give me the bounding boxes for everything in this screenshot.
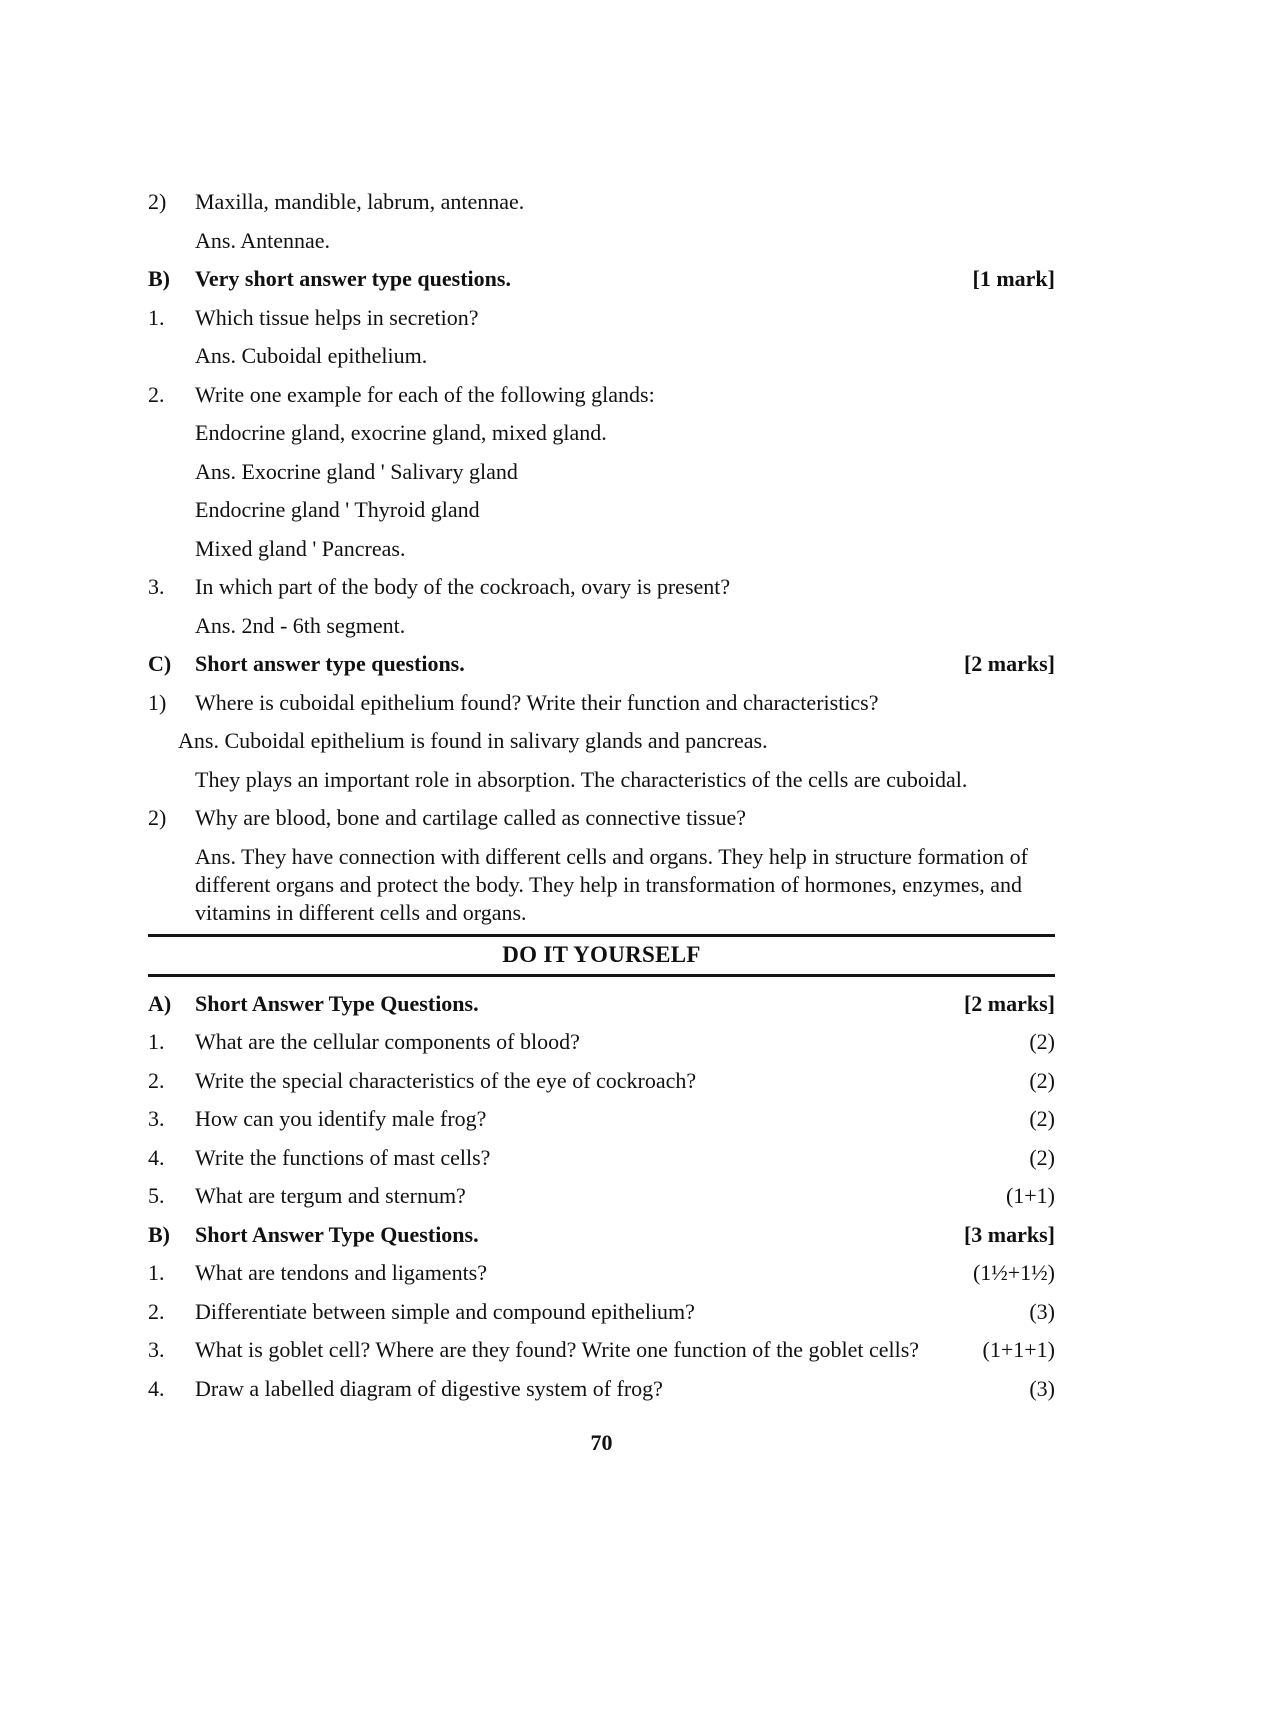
row-marks: (3) xyxy=(1029,1375,1055,1401)
do-it-yourself-section xyxy=(148,990,1055,1403)
row-marks: (1½+1½) xyxy=(972,1260,1055,1285)
row-label: 1. xyxy=(148,1260,165,1285)
row-marks: [1 mark] xyxy=(972,266,1055,291)
do-it-yourself-divider xyxy=(148,934,1055,977)
row-label: B) xyxy=(148,266,170,291)
row-text: How can you identify male frog? xyxy=(195,1106,487,1131)
text-row xyxy=(148,381,1055,409)
divider-rule-bottom xyxy=(148,974,1055,977)
section-header-row xyxy=(148,1221,1055,1249)
row-marks: [2 marks] xyxy=(963,651,1055,676)
row-marks: (3) xyxy=(1029,1298,1055,1324)
section-header-row xyxy=(148,265,1055,293)
text-row xyxy=(148,804,1055,832)
row-label: 1. xyxy=(148,1029,165,1054)
row-marks: (1+1+1) xyxy=(982,1337,1055,1362)
row-text: Ans. Antennae. xyxy=(195,227,331,253)
row-marks: (2) xyxy=(1029,1067,1055,1093)
answers-section xyxy=(148,188,1055,927)
text-row xyxy=(148,535,1055,563)
row-marks: [2 marks] xyxy=(963,990,1055,1016)
text-row xyxy=(148,1259,1055,1287)
text-row xyxy=(148,1182,1055,1210)
text-row xyxy=(148,1298,1055,1326)
row-label: B) xyxy=(148,1221,170,1247)
row-label: 1) xyxy=(148,689,167,715)
row-label: 3. xyxy=(148,1106,165,1131)
text-row xyxy=(148,1336,1055,1364)
row-text: What are the cellular components of blood? xyxy=(195,1029,580,1054)
text-row xyxy=(148,843,1055,927)
row-text: Ans. 2nd - 6th segment. xyxy=(195,612,406,638)
row-label: C) xyxy=(148,651,172,676)
text-row xyxy=(148,1144,1055,1172)
page-number: 70 xyxy=(590,1429,613,1455)
row-text: Write one example for each of the following glands: xyxy=(195,381,655,407)
row-label: 2. xyxy=(148,1298,165,1324)
row-label: 2. xyxy=(148,381,165,407)
row-text: What are tendons and ligaments? xyxy=(195,1260,488,1285)
row-text: Mixed gland ' Pancreas. xyxy=(195,535,406,561)
row-marks: (2) xyxy=(1029,1144,1055,1170)
row-marks: (1+1) xyxy=(1005,1183,1055,1208)
do-it-yourself-title: DO IT YOURSELF xyxy=(502,941,701,967)
row-marks: (2) xyxy=(1029,1029,1055,1054)
row-text: In which part of the body of the cockroach, ovary is present? xyxy=(195,574,731,599)
row-text: Ans. Cuboidal epithelium is found in salivary glands and pancreas. xyxy=(178,728,768,753)
row-text: Short Answer Type Questions. xyxy=(195,1221,479,1247)
text-row xyxy=(148,342,1055,370)
row-text: Ans. They have connection with different cells and organs. They help in structure formation of different organs and protect the body. They help in transformation of hormones, enzymes, and vitamins in different cells and organs. xyxy=(195,843,1028,925)
text-row xyxy=(148,1105,1055,1133)
row-text: They plays an important role in absorption. The characteristics of the cells are cuboidal. xyxy=(195,766,968,792)
row-marks: (2) xyxy=(1029,1106,1055,1131)
row-text: What is goblet cell? Where are they found? Write one function of the goblet cells? xyxy=(195,1337,920,1362)
text-row xyxy=(148,612,1055,640)
row-text: Differentiate between simple and compound epithelium? xyxy=(195,1298,695,1324)
row-label: 2) xyxy=(148,189,167,214)
row-marks: [3 marks] xyxy=(963,1221,1055,1247)
row-label: A) xyxy=(148,990,172,1016)
row-text: Why are blood, bone and cartilage called as connective tissue? xyxy=(195,805,746,830)
row-text: Write the special characteristics of the eye of cockroach? xyxy=(195,1067,697,1093)
row-label: 5. xyxy=(148,1183,165,1208)
text-row xyxy=(148,419,1055,447)
row-label: 4. xyxy=(148,1144,165,1170)
text-row xyxy=(148,496,1055,524)
row-text: Endocrine gland ' Thyroid gland xyxy=(195,497,480,522)
row-label: 3. xyxy=(148,1337,165,1362)
row-text: Endocrine gland, exocrine gland, mixed gland. xyxy=(195,420,607,445)
row-label: 2) xyxy=(148,805,167,830)
row-text: What are tergum and sternum? xyxy=(195,1183,466,1208)
row-label: 1. xyxy=(148,304,165,330)
row-text: Short answer type questions. xyxy=(195,651,465,676)
text-row xyxy=(148,1028,1055,1056)
row-text: Ans. Cuboidal epithelium. xyxy=(195,343,428,368)
row-label: 3. xyxy=(148,574,165,599)
row-text: Where is cuboidal epithelium found? Write their function and characteristics? xyxy=(195,689,879,715)
section-header-row xyxy=(148,990,1055,1018)
text-row xyxy=(148,727,1055,755)
text-row xyxy=(148,573,1055,601)
row-text: Write the functions of mast cells? xyxy=(195,1144,491,1170)
text-row xyxy=(148,1067,1055,1095)
row-label: 2. xyxy=(148,1067,165,1093)
row-text: Which tissue helps in secretion? xyxy=(195,304,479,330)
text-row xyxy=(148,188,1055,216)
text-row xyxy=(148,1375,1055,1403)
row-text: Maxilla, mandible, labrum, antennae. xyxy=(195,189,525,214)
row-text: Draw a labelled diagram of digestive system of frog? xyxy=(195,1375,663,1401)
row-text: Very short answer type questions. xyxy=(195,266,511,291)
text-row xyxy=(148,766,1055,794)
row-label: 4. xyxy=(148,1375,165,1401)
text-row xyxy=(148,458,1055,486)
text-row xyxy=(148,689,1055,717)
text-row xyxy=(148,227,1055,255)
row-text: Short Answer Type Questions. xyxy=(195,990,479,1016)
row-text: Ans. Exocrine gland ' Salivary gland xyxy=(195,458,518,484)
text-row xyxy=(148,304,1055,332)
section-header-row xyxy=(148,650,1055,678)
